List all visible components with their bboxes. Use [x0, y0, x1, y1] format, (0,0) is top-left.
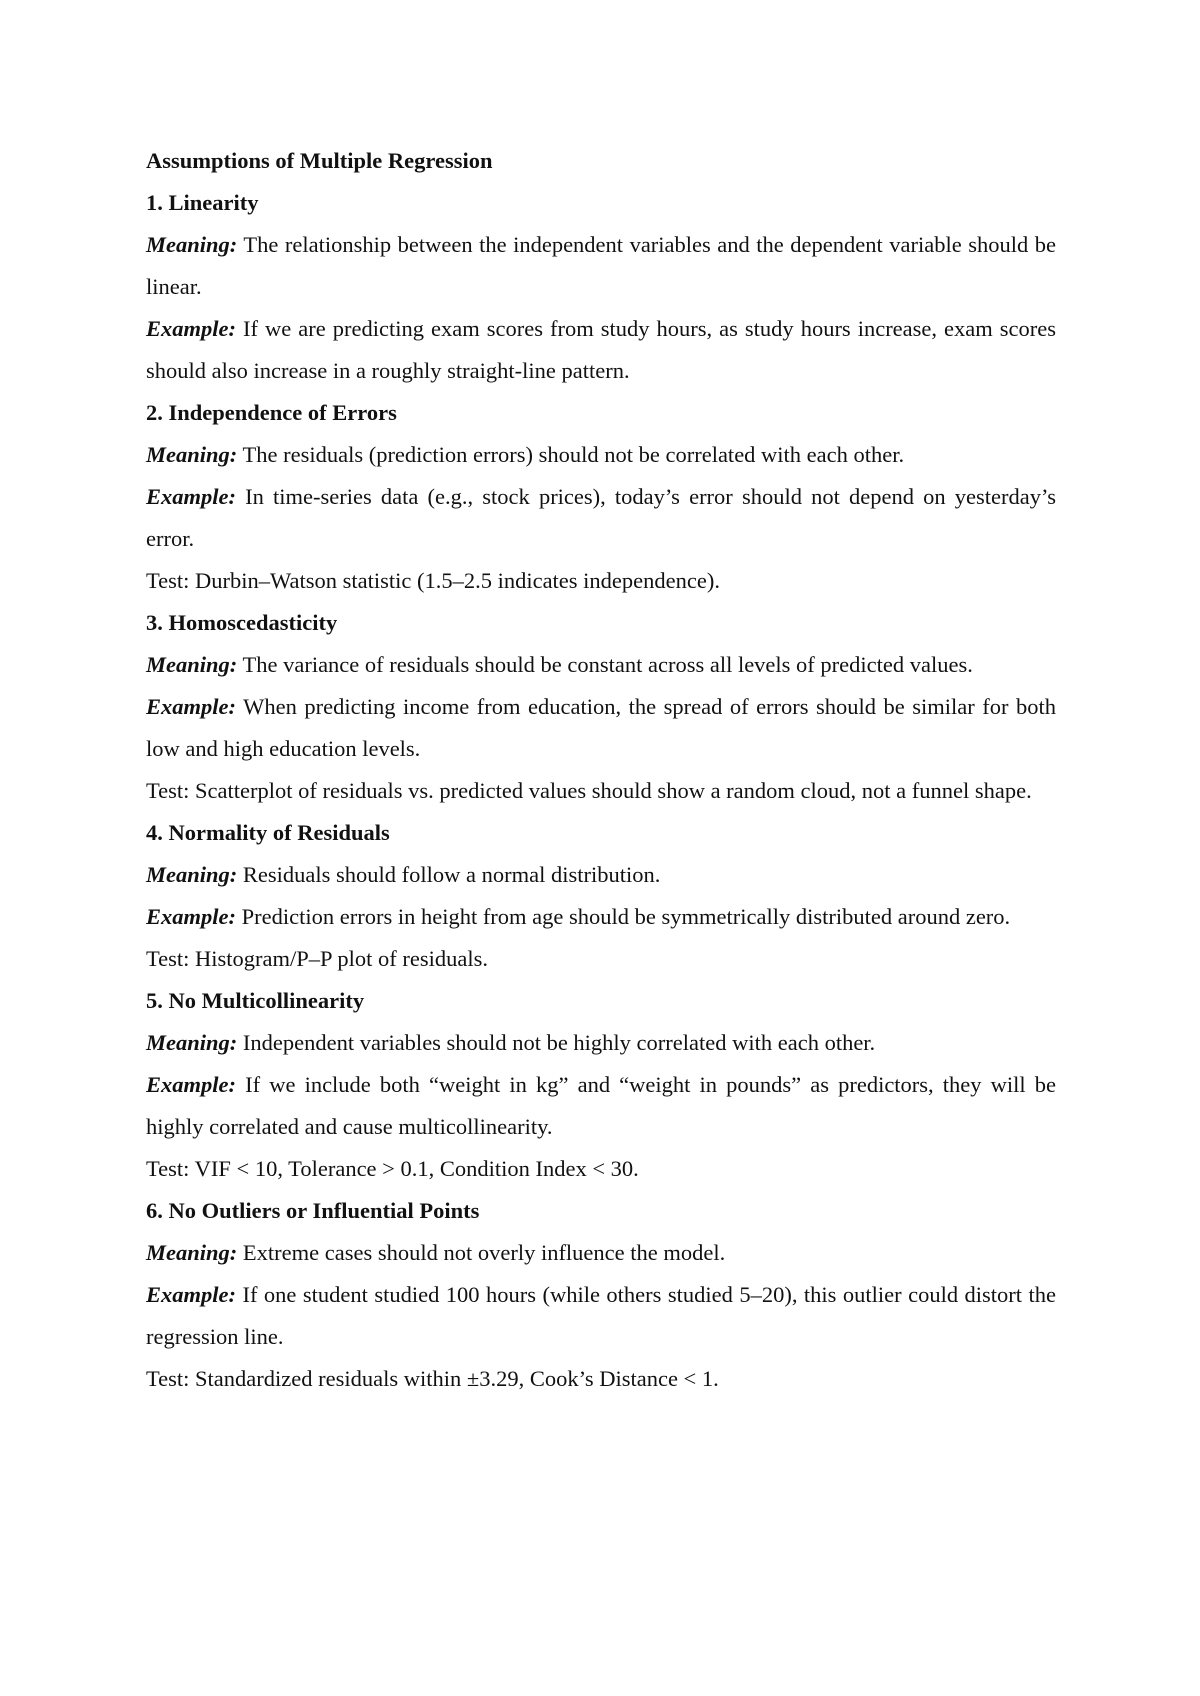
meaning-paragraph: [146, 224, 1056, 308]
example-paragraph: [146, 476, 1056, 560]
meaning-paragraph: [146, 1232, 1056, 1274]
section-heading: 5. No Multicollinearity: [146, 988, 365, 1013]
meaning-label: Meaning:: [146, 232, 238, 257]
meaning-text: Residuals should follow a normal distribution.: [242, 862, 661, 887]
meaning-paragraph: [146, 644, 1056, 686]
meaning-label: Meaning:: [146, 652, 238, 677]
document-body: [146, 140, 1056, 1400]
section-independence-of-errors: [146, 392, 1056, 602]
section-heading: 6. No Outliers or Influential Points: [146, 1198, 480, 1223]
section-heading: 1. Linearity: [146, 190, 259, 215]
test-text: Test: Scatterplot of residuals vs. predicted values should show a random cloud, not a funnel shape.: [146, 778, 1032, 803]
example-label: Example:: [146, 1282, 236, 1307]
example-label: Example:: [146, 316, 236, 341]
test-text: Test: Histogram/P–P plot of residuals.: [146, 946, 488, 971]
section-no-outliers: [146, 1190, 1056, 1400]
example-paragraph: [146, 896, 1056, 938]
example-label: Example:: [146, 904, 236, 929]
meaning-text: The relationship between the independent variables and the dependent variable should be linear.: [146, 232, 1056, 299]
section-heading: 4. Normality of Residuals: [146, 820, 390, 845]
section-heading: 3. Homoscedasticity: [146, 610, 338, 635]
meaning-paragraph: [146, 434, 1056, 476]
example-paragraph: [146, 1274, 1056, 1358]
example-label: Example:: [146, 694, 236, 719]
section-linearity: [146, 182, 1056, 392]
meaning-label: Meaning:: [146, 862, 238, 887]
example-text: In time-series data (e.g., stock prices), today’s error should not depend on yesterday’s error.: [146, 484, 1057, 551]
example-text: Prediction errors in height from age should be symmetrically distributed around zero.: [241, 904, 1011, 929]
meaning-label: Meaning:: [146, 1240, 238, 1265]
section-normality-of-residuals: [146, 812, 1056, 980]
test-text: Test: VIF < 10, Tolerance > 0.1, Condition Index < 30.: [146, 1156, 639, 1181]
section-heading: 2. Independence of Errors: [146, 400, 397, 425]
meaning-text: Extreme cases should not overly influence the model.: [242, 1240, 726, 1265]
example-paragraph: [146, 686, 1056, 770]
test-text: Test: Standardized residuals within ±3.29, Cook’s Distance < 1.: [146, 1366, 719, 1391]
meaning-paragraph: [146, 1022, 1056, 1064]
meaning-label: Meaning:: [146, 1030, 238, 1055]
meaning-text: The residuals (prediction errors) should not be correlated with each other.: [242, 442, 905, 467]
document-title: Assumptions of Multiple Regression: [146, 148, 493, 173]
section-no-multicollinearity: [146, 980, 1056, 1190]
example-text: If one student studied 100 hours (while others studied 5–20), this outlier could distort the regression line.: [146, 1282, 1056, 1349]
example-paragraph: [146, 1064, 1056, 1148]
example-text: If we include both “weight in kg” and “weight in pounds” as predictors, they will be highly correlated and cause multicollinearity.: [146, 1072, 1057, 1139]
test-text: Test: Durbin–Watson statistic (1.5–2.5 indicates independence).: [146, 568, 720, 593]
example-label: Example:: [146, 1072, 236, 1097]
example-text: When predicting income from education, the spread of errors should be similar for both low and high education levels.: [146, 694, 1057, 761]
example-text: If we are predicting exam scores from study hours, as study hours increase, exam scores should also increase in a roughly straight-line pattern.: [146, 316, 1057, 383]
meaning-text: The variance of residuals should be constant across all levels of predicted values.: [242, 652, 973, 677]
meaning-paragraph: [146, 854, 1056, 896]
example-paragraph: [146, 308, 1056, 392]
meaning-text: Independent variables should not be highly correlated with each other.: [242, 1030, 876, 1055]
meaning-label: Meaning:: [146, 442, 238, 467]
example-label: Example:: [146, 484, 236, 509]
section-homoscedasticity: [146, 602, 1056, 812]
